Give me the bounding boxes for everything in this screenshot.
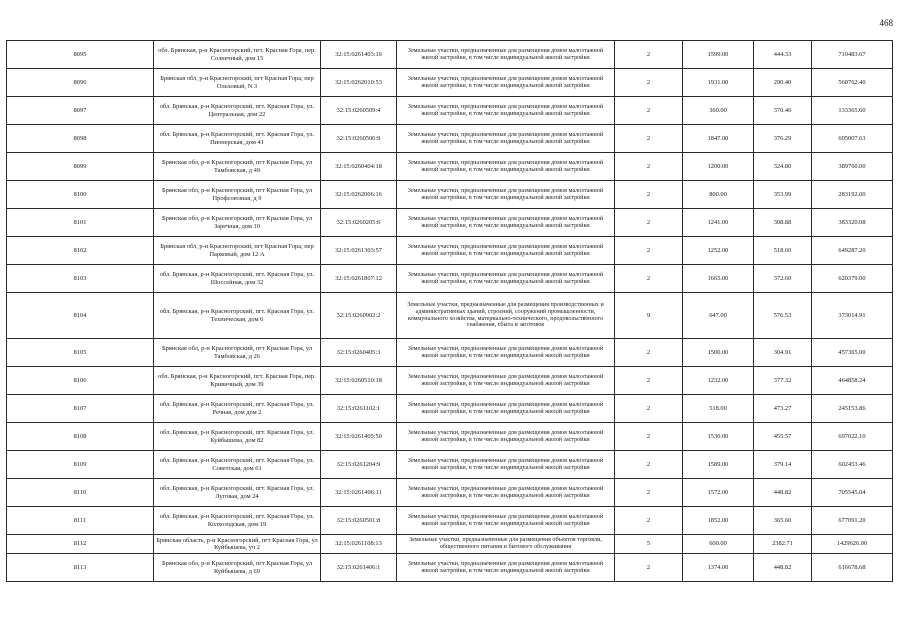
row-number-cell: 8105 [7, 339, 154, 367]
address-cell: Брянская обл, р-н Красногорский, пгт Красная Гора, ул Тамбовская, д 49 [154, 153, 321, 181]
area-cell: 360.00 [683, 97, 754, 125]
specific-value-cell: 377.32 [754, 367, 812, 395]
cadastral-value-cell: 457365.00 [812, 339, 893, 367]
area-cell: 1852.00 [683, 507, 754, 535]
address-cell: Брянская обл, р-н Красногорский, пгт Красная Гора, ул Заречная, дом 10 [154, 209, 321, 237]
permitted-use-cell: Земельные участки, предназначенные для размещения домов малоэтажной жилой застройки, в том числе индивидуальной жилой застройки [397, 97, 615, 125]
address-cell: Брянская обл, р-н Красногорский, пгт Красная Гора, ул Куйбышева, д 69 [154, 554, 321, 582]
group-cell: 2 [615, 69, 683, 97]
group-cell: 2 [615, 479, 683, 507]
specific-value-cell: 576.53 [754, 293, 812, 339]
cadastral-number-cell: 32:15:0260205:6 [321, 209, 397, 237]
area-cell: 1241.00 [683, 209, 754, 237]
address-cell: обл. Брянская, р-н Красногорский, пгт. Красная Гора, пер. Кривичный, дом 39 [154, 367, 321, 395]
specific-value-cell: 444.33 [754, 41, 812, 69]
cadastral-value-cell: 705545.04 [812, 479, 893, 507]
area-cell: 647.00 [683, 293, 754, 339]
group-cell: 2 [615, 181, 683, 209]
specific-value-cell: 376.29 [754, 125, 812, 153]
group-cell: 2 [615, 153, 683, 181]
cadastral-number-cell: 32:15:0261403:16 [321, 41, 397, 69]
address-cell: Брянская обл, р-н Красногорский, пгт Красная Гора, ул Профсоюзная, д 9 [154, 181, 321, 209]
address-cell: Брянская обл, р-н Красногорский, пгт Красная Гора, пер Ольховый, N 3 [154, 69, 321, 97]
table-row [7, 237, 893, 265]
group-cell: 2 [615, 423, 683, 451]
cadastral-value-cell: 245153.86 [812, 395, 893, 423]
cadastral-number-cell: 32:15:0261108:13 [321, 535, 397, 554]
cadastral-value-cell: 373014.91 [812, 293, 893, 339]
specific-value-cell: 353.99 [754, 181, 812, 209]
table-row [7, 265, 893, 293]
cadastral-value-cell: 620379.00 [812, 265, 893, 293]
cadastral-number-cell: 32:15:0261102:1 [321, 395, 397, 423]
row-number-cell: 8095 [7, 41, 154, 69]
cadastral-value-cell: 1429626.00 [812, 535, 893, 554]
cadastral-value-cell: 560762.40 [812, 69, 893, 97]
specific-value-cell: 290.40 [754, 69, 812, 97]
permitted-use-cell: Земельные участки, предназначенные для размещения домов малоэтажной жилой застройки, в том числе индивидуальной жилой застройки [397, 339, 615, 367]
cadastral-value-cell: 133365.60 [812, 97, 893, 125]
area-cell: 1232.00 [683, 367, 754, 395]
permitted-use-cell: Земельные участки, предназначенные для размещения домов малоэтажной жилой застройки, в том числе индивидуальной жилой застройки [397, 69, 615, 97]
group-cell: 2 [615, 554, 683, 582]
cadastral-number-cell: 32:15:0261204:9 [321, 451, 397, 479]
cadastral-value-cell: 283192.00 [812, 181, 893, 209]
group-cell: 2 [615, 41, 683, 69]
cadastral-number-cell: 32:15:0260506:9 [321, 125, 397, 153]
specific-value-cell: 308.88 [754, 209, 812, 237]
address-cell: обл. Брянская, р-н Красногорский, пгт. Красная Гора, ул. Центральная, дом 22 [154, 97, 321, 125]
page-number: 468 [879, 18, 893, 28]
address-cell: обл. Брянская, р-н Красногорский, пгт. Красная Гора, ул. Шоссейная, дом 32 [154, 265, 321, 293]
area-cell: 1500.00 [683, 339, 754, 367]
permitted-use-cell: Земельные участки, предназначенные для размещения домов малоэтажной жилой застройки, в том числе индивидуальной жилой застройки [397, 41, 615, 69]
permitted-use-cell: Земельные участки, предназначенные для размещения домов малоэтажной жилой застройки, в том числе индивидуальной жилой застройки [397, 265, 615, 293]
group-cell: 2 [615, 339, 683, 367]
address-cell: обл. Брянская, р-н Красногорский, пгт. Красная Гора, ул. Куйбышева, дом 82 [154, 423, 321, 451]
specific-value-cell: 370.46 [754, 97, 812, 125]
specific-value-cell: 455.57 [754, 423, 812, 451]
table-row [7, 339, 893, 367]
permitted-use-cell: Земельные участки, предназначенные для размещения домов малоэтажной жилой застройки, в том числе индивидуальной жилой застройки [397, 423, 615, 451]
area-cell: 518.00 [683, 395, 754, 423]
row-number-cell: 8113 [7, 554, 154, 582]
row-number-cell: 8099 [7, 153, 154, 181]
table-row [7, 507, 893, 535]
specific-value-cell: 324.80 [754, 153, 812, 181]
group-cell: 2 [615, 507, 683, 535]
permitted-use-cell: Земельные участки, предназначенные для размещения домов малоэтажной жилой застройки, в том числе индивидуальной жилой застройки [397, 181, 615, 209]
table-row [7, 395, 893, 423]
specific-value-cell: 473.27 [754, 395, 812, 423]
specific-value-cell: 2382.71 [754, 535, 812, 554]
row-number-cell: 8102 [7, 237, 154, 265]
group-cell: 5 [615, 535, 683, 554]
table-row [7, 181, 893, 209]
cadastral-number-cell: 32:15:0262006:16 [321, 181, 397, 209]
cadastral-number-cell: 32:15:0260405:3 [321, 339, 397, 367]
table-row [7, 97, 893, 125]
area-cell: 1599.00 [683, 41, 754, 69]
cadastral-value-cell: 695007.63 [812, 125, 893, 153]
cadastral-number-cell: 32:15:0262010:53 [321, 69, 397, 97]
area-cell: 1847.00 [683, 125, 754, 153]
permitted-use-cell: Земельные участки, предназначенные для размещения домов малоэтажной жилой застройки, в том числе индивидуальной жилой застройки [397, 479, 615, 507]
table-row [7, 451, 893, 479]
cadastral-number-cell: 32:15:0261406:11 [321, 479, 397, 507]
cadastral-value-cell: 464858.24 [812, 367, 893, 395]
cadastral-number-cell: 32:15:0260404:18 [321, 153, 397, 181]
specific-value-cell: 448.82 [754, 554, 812, 582]
cadastral-value-cell: 697022.10 [812, 423, 893, 451]
address-cell: Брянская обл, р-н Красногорский, пгт Красная Гора, пер Парковый, дом 12 А [154, 237, 321, 265]
group-cell: 9 [615, 293, 683, 339]
address-cell: Брянская область, р-н Красногорский, пгт Красная Гора, ул Куйбышева, уч 2 [154, 535, 321, 554]
cadastral-number-cell: 32:15:0260902:2 [321, 293, 397, 339]
permitted-use-cell: Земельные участки, предназначенные для размещения домов малоэтажной жилой застройки, в том числе индивидуальной жилой застройки [397, 554, 615, 582]
address-cell: Брянская обл, р-н Красногорский, пгт Красная Гора, ул Тамбовская, д 26 [154, 339, 321, 367]
cadastral-value-cell: 677091.20 [812, 507, 893, 535]
row-number-cell: 8107 [7, 395, 154, 423]
row-number-cell: 8106 [7, 367, 154, 395]
permitted-use-cell: Земельные участки, предназначенные для размещения домов малоэтажной жилой застройки, в том числе индивидуальной жилой застройки [397, 367, 615, 395]
land-registry-table [6, 40, 893, 582]
row-number-cell: 8103 [7, 265, 154, 293]
group-cell: 2 [615, 451, 683, 479]
permitted-use-cell: Земельные участки, предназначенные для размещения домов малоэтажной жилой застройки, в том числе индивидуальной жилой застройки [397, 395, 615, 423]
row-number-cell: 8110 [7, 479, 154, 507]
row-number-cell: 8101 [7, 209, 154, 237]
area-cell: 800.00 [683, 181, 754, 209]
row-number-cell: 8104 [7, 293, 154, 339]
group-cell: 2 [615, 209, 683, 237]
permitted-use-cell: Земельные участки, предназначенные для размещения домов малоэтажной жилой застройки, в том числе индивидуальной жилой застройки [397, 209, 615, 237]
address-cell: обл. Брянская, р-н Красногорский, пгт. Красная Гора, ул. Советская, дом 61 [154, 451, 321, 479]
area-cell: 600.00 [683, 535, 754, 554]
row-number-cell: 8098 [7, 125, 154, 153]
table-body [7, 41, 893, 582]
table-row [7, 69, 893, 97]
table-row [7, 153, 893, 181]
group-cell: 2 [615, 265, 683, 293]
table-row [7, 125, 893, 153]
area-cell: 1252.00 [683, 237, 754, 265]
cadastral-number-cell: 32:15:0261405:50 [321, 423, 397, 451]
cadastral-value-cell: 389760.00 [812, 153, 893, 181]
cadastral-number-cell: 32:15:0260510:18 [321, 367, 397, 395]
address-cell: обл. Брянская, р-н Красногорский, пгт. Красная Гора, ул. Колхозодская, дом 19 [154, 507, 321, 535]
permitted-use-cell: Земельные участки, предназначенные для размещения домов малоэтажной жилой застройки, в том числе индивидуальной жилой застройки [397, 153, 615, 181]
group-cell: 2 [615, 237, 683, 265]
specific-value-cell: 448.82 [754, 479, 812, 507]
table-row [7, 535, 893, 554]
specific-value-cell: 372.60 [754, 265, 812, 293]
permitted-use-cell: Земельные участки, предназначенные для размещения объектов торговли, общественного питания и бытового обслуживания [397, 535, 615, 554]
row-number-cell: 8109 [7, 451, 154, 479]
row-number-cell: 8108 [7, 423, 154, 451]
area-cell: 1572.00 [683, 479, 754, 507]
specific-value-cell: 518.60 [754, 237, 812, 265]
specific-value-cell: 379.14 [754, 451, 812, 479]
address-cell: обл. Брянская, р-н Красногорский, пгт. Красная Гора, ул. Пионерская, дом 41 [154, 125, 321, 153]
area-cell: 1665.00 [683, 265, 754, 293]
area-cell: 1374.00 [683, 554, 754, 582]
table-row [7, 423, 893, 451]
cadastral-value-cell: 710483.67 [812, 41, 893, 69]
cadastral-value-cell: 602453.46 [812, 451, 893, 479]
cadastral-number-cell: 32:15:0260509:4 [321, 97, 397, 125]
area-cell: 1200.00 [683, 153, 754, 181]
address-cell: обл. Брянская, р-н Красногорский, пгт. Красная Гора, ул. Речная, дом дом 2 [154, 395, 321, 423]
row-number-cell: 8100 [7, 181, 154, 209]
group-cell: 2 [615, 367, 683, 395]
row-number-cell: 8111 [7, 507, 154, 535]
table-row [7, 479, 893, 507]
row-number-cell: 8112 [7, 535, 154, 554]
group-cell: 2 [615, 125, 683, 153]
permitted-use-cell: Земельные участки, предназначенные для размещения производственных и административных зданий, строений, сооружений промышленности, коммунального хозяйства, материально-технического, продовольственного снабжения, сбыта и заготовок [397, 293, 615, 339]
permitted-use-cell: Земельные участки, предназначенные для размещения домов малоэтажной жилой застройки, в том числе индивидуальной жилой застройки [397, 125, 615, 153]
address-cell: обл. Брянская, р-н Красногорский, пгт. Красная Гора, ул. Техническая, дом 6 [154, 293, 321, 339]
row-number-cell: 8097 [7, 97, 154, 125]
address-cell: обл. Брянская, р-н Красногорский, пгт. Красная Гора, пер. Солнечный, дом 15 [154, 41, 321, 69]
permitted-use-cell: Земельные участки, предназначенные для размещения домов малоэтажной жилой застройки, в том числе индивидуальной жилой застройки [397, 237, 615, 265]
cadastral-number-cell: 32:15:0261406:1 [321, 554, 397, 582]
table-row [7, 209, 893, 237]
cadastral-value-cell: 616678.68 [812, 554, 893, 582]
permitted-use-cell: Земельные участки, предназначенные для размещения домов малоэтажной жилой застройки, в том числе индивидуальной жилой застройки [397, 507, 615, 535]
table-row [7, 41, 893, 69]
row-number-cell: 8096 [7, 69, 154, 97]
cadastral-value-cell: 649287.20 [812, 237, 893, 265]
permitted-use-cell: Земельные участки, предназначенные для размещения домов малоэтажной жилой застройки, в том числе индивидуальной жилой застройки [397, 451, 615, 479]
address-cell: обл. Брянская, р-н Красногорский, пгт. Красная Гора, ул. Луговая, дом 24 [154, 479, 321, 507]
area-cell: 1589.00 [683, 451, 754, 479]
cadastral-number-cell: 32:15:0261303:57 [321, 237, 397, 265]
cadastral-number-cell: 32:15:0260501:8 [321, 507, 397, 535]
area-cell: 1931.00 [683, 69, 754, 97]
table-row [7, 554, 893, 582]
specific-value-cell: 304.91 [754, 339, 812, 367]
cadastral-value-cell: 383320.08 [812, 209, 893, 237]
group-cell: 2 [615, 395, 683, 423]
table-row [7, 293, 893, 339]
cadastral-number-cell: 32:15:0261807:12 [321, 265, 397, 293]
specific-value-cell: 365.60 [754, 507, 812, 535]
group-cell: 2 [615, 97, 683, 125]
area-cell: 1530.00 [683, 423, 754, 451]
table-row [7, 367, 893, 395]
